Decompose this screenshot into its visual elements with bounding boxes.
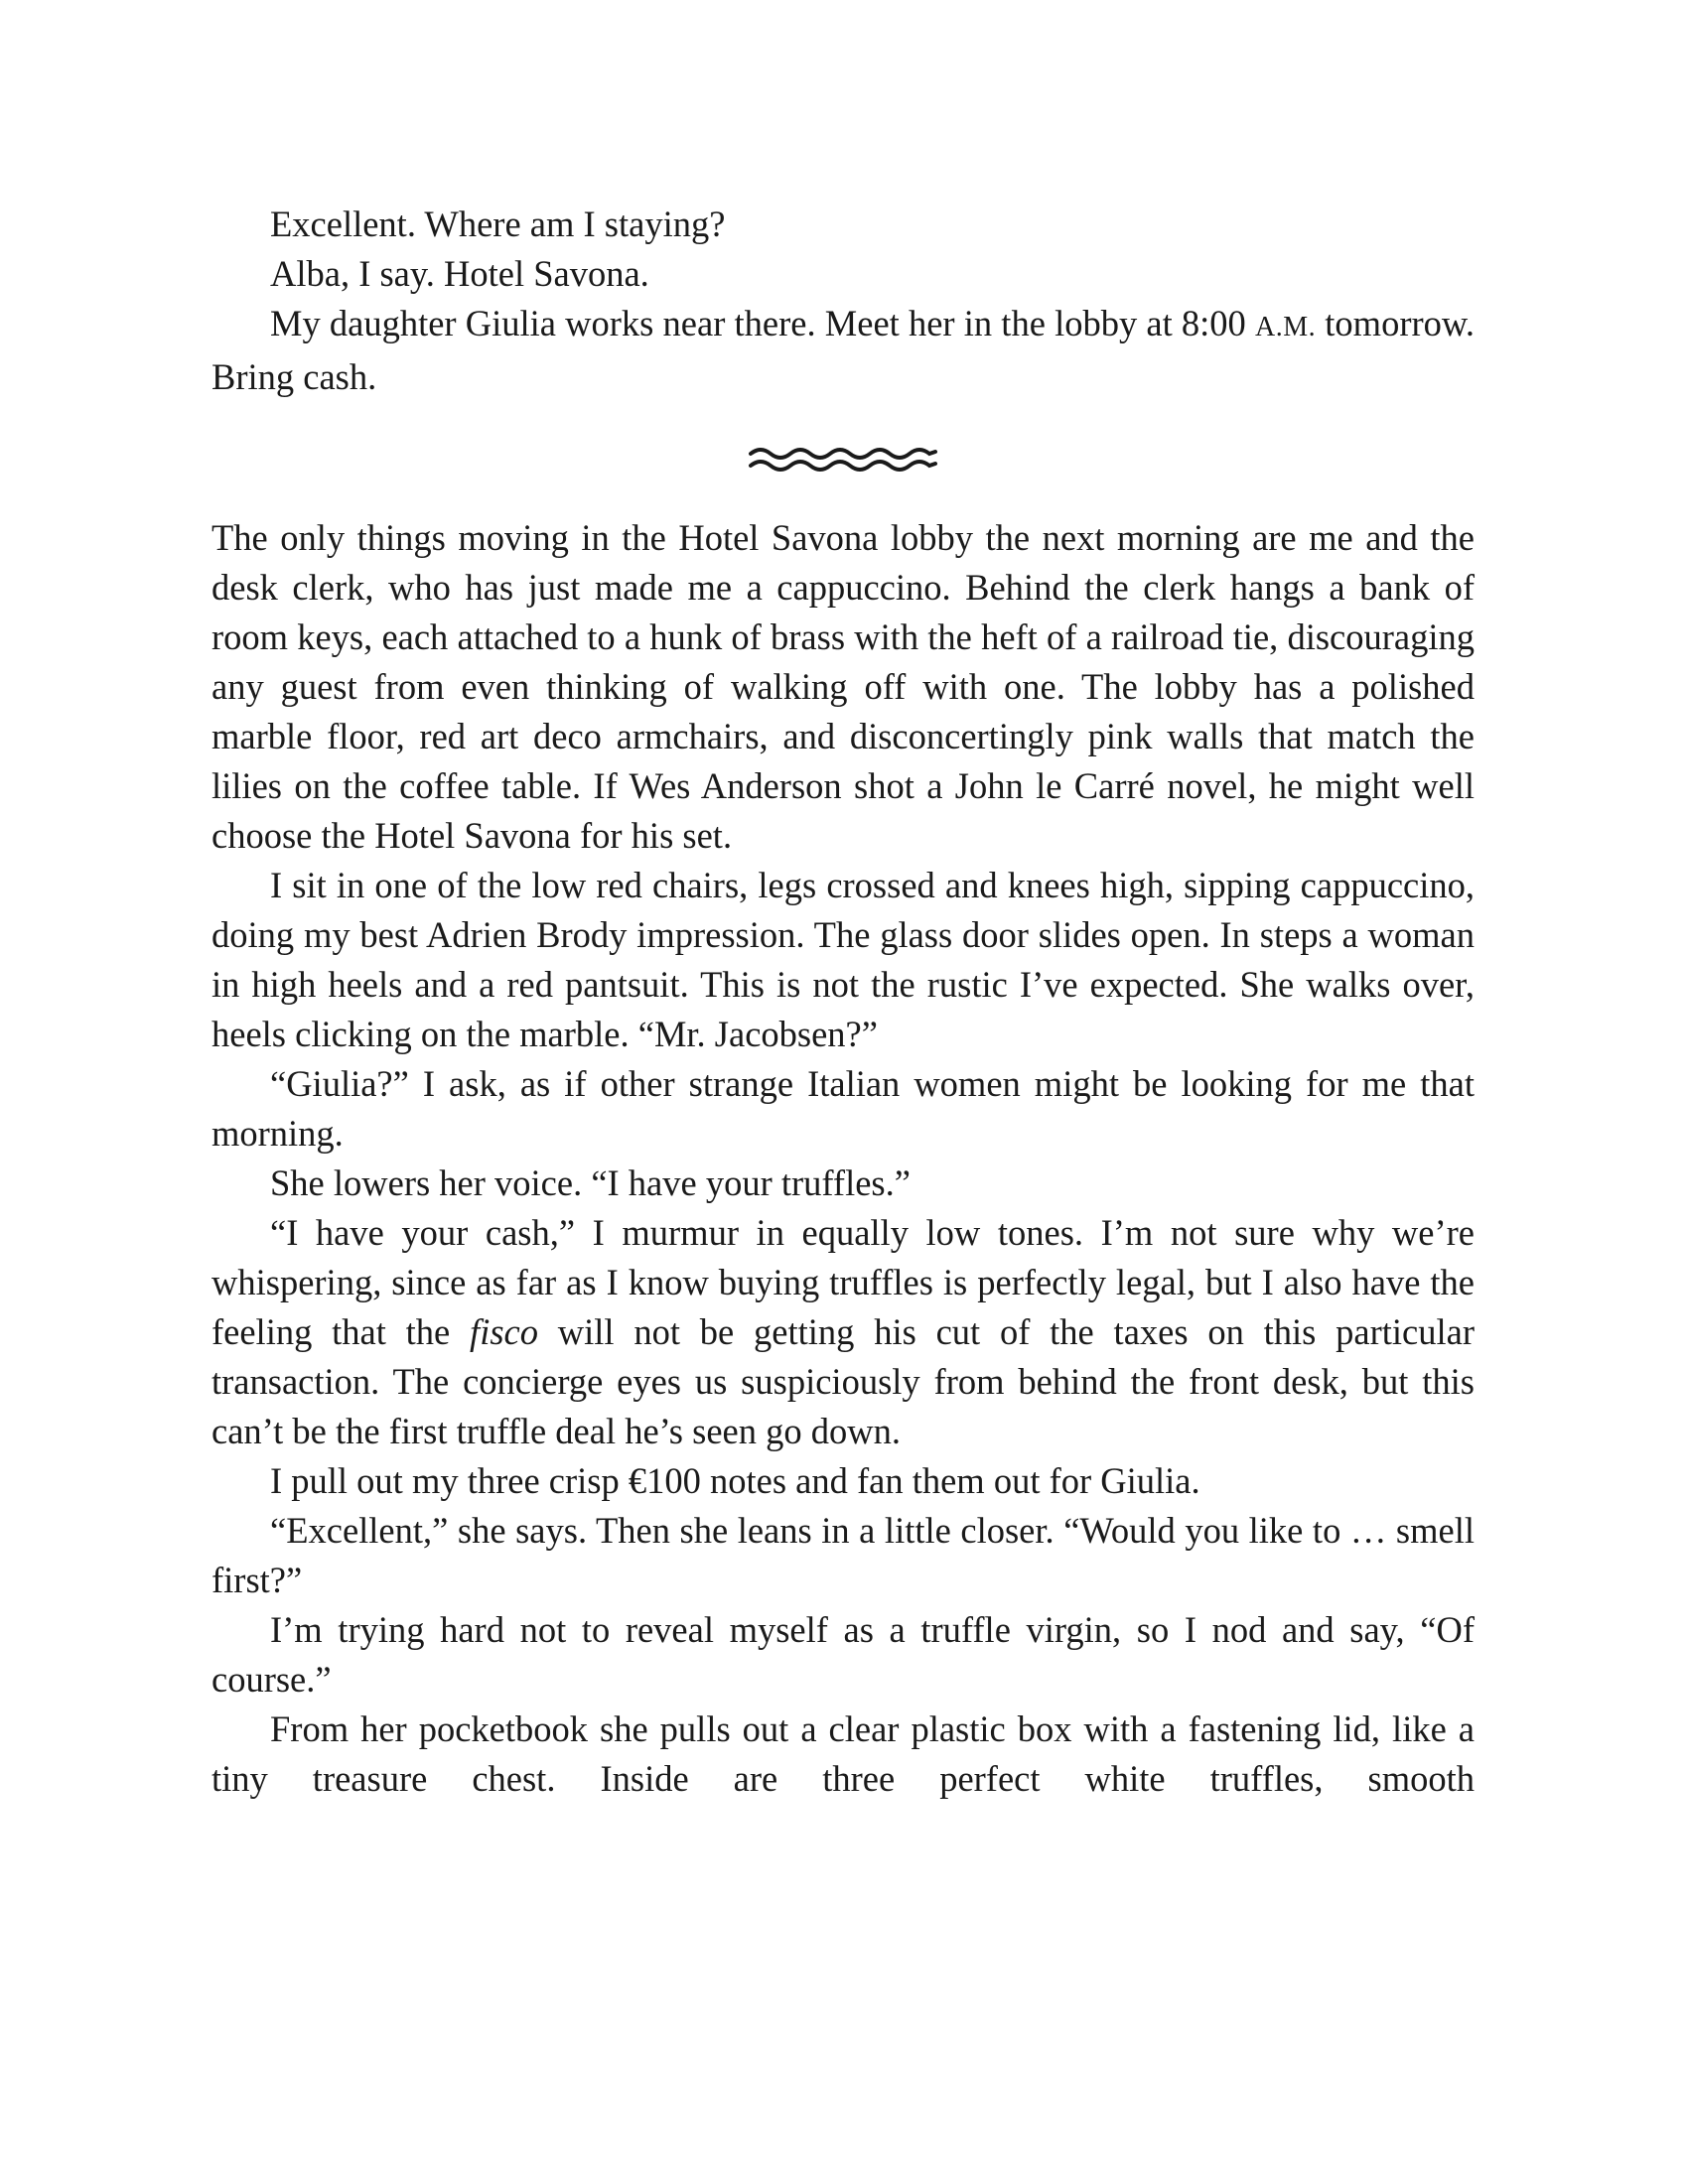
paragraph: The only things moving in the Hotel Savona lobby the next morning are me and the desk clerk, who has just made me a cappuccino. Behind the clerk hangs a bank of room keys, each attached to a hunk of brass with the heft of a railroad tie, discouraging any guest from even thinking of walking off with one. The lobby has a polished marble floor, red art deco armchairs, and disconcertingly pink walls that match the lilies on the coffee table. If Wes Anderson shot a John le Carré novel, he might well choose the Hotel Savona for his set. — [211, 517, 1475, 856]
paragraph-text: “I have your cash,” I murmur in equally low tones. I’m not sure why we’re whispering, since as far as I know buying truffles is perfectly legal, but I also have the feeling that the — [211, 1212, 1475, 1352]
paragraph: Alba, I say. Hotel Savona. — [270, 253, 649, 294]
paragraph: I’m trying hard not to reveal myself as a truffle virgin, so I nod and say, “Of course.” — [211, 1609, 1475, 1700]
book-page — [211, 200, 1475, 1804]
italic-term: fisco — [470, 1311, 538, 1352]
time-abbreviation: A.M. — [1254, 312, 1317, 342]
paragraph — [211, 299, 1475, 402]
paragraph: I sit in one of the low red chairs, legs crossed and knees high, sipping cappuccino, doing my best Adrien Brody impression. The glass door slides open. In steps a woman in high heels and a red pantsuit. This is not the rustic I’ve expected. She walks over, heels clicking on the marble. “Mr. Jacobsen?” — [211, 865, 1475, 1054]
paragraph-text: My daughter Giulia works near there. Meet her in the lobby at 8:00 — [270, 303, 1255, 343]
paragraph: From her pocketbook she pulls out a clear plastic box with a fastening lid, like a tiny treasure chest. Inside are three perfect white truffles, smooth — [211, 1708, 1475, 1799]
paragraph: I pull out my three crisp €100 notes and fan them out for Giulia. — [270, 1460, 1200, 1501]
paragraph: She lowers her voice. “I have your truffles.” — [270, 1162, 911, 1203]
paragraph: “Excellent,” she says. Then she leans in a little closer. “Would you like to … smell first?” — [211, 1510, 1475, 1600]
paragraph — [211, 1208, 1475, 1456]
paragraph-text: tomorrow. Bring cash. — [211, 303, 1475, 397]
paragraph: Excellent. Where am I staying? — [270, 204, 726, 244]
wavy-lines-ornament-icon — [749, 442, 937, 476]
paragraph-text: will not be getting his cut of the taxes on this particular transaction. The concierge eyes us suspiciously from behind the front desk, but this can’t be the first truffle deal he’s seen go down. — [211, 1311, 1475, 1451]
paragraph: “Giulia?” I ask, as if other strange Italian women might be looking for me that morning. — [211, 1063, 1475, 1154]
